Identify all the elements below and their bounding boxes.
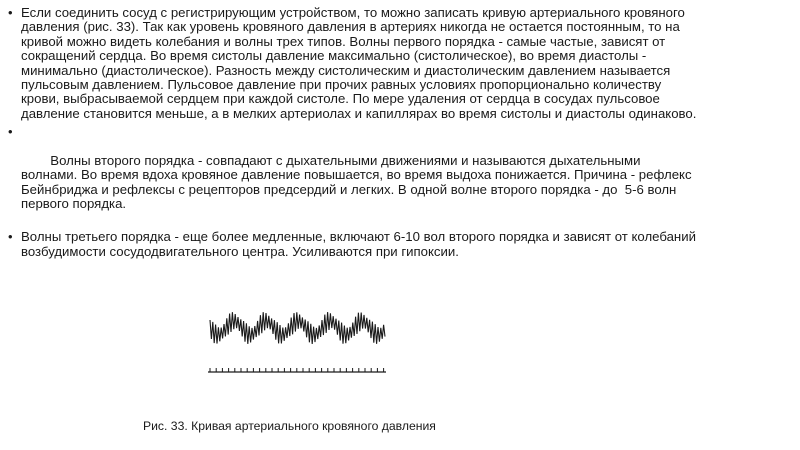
text-body [8, 6, 698, 263]
figure-caption: Рис. 33. Кривая артериального кровяного давления [143, 419, 436, 433]
paragraph-first-order-waves [8, 6, 698, 121]
bullet: • [8, 124, 13, 140]
paragraph-text: Волны третьего порядка - еще более медленные, включают 6-10 вол второго порядка и зависят от колебаний возбудимости сосудодвигательного центра. Усиливаются при гипоксии. [21, 229, 696, 259]
blood-pressure-curve-figure [204, 306, 390, 380]
paragraph-third-order-waves [8, 230, 698, 259]
paragraph-text: Если соединить сосуд с регистрирующим устройством, то можно записать кривую артериального кровяного давления (рис. 33). Так как уровень кровяного давления в артериях никогда не остается постоянным, то на кривой можно видеть колебания и волны трех типов. Волны первого порядка - самые частые, зависят от сокращений сердца. Во время систолы давление максимально (систолическое), во время диастолы - минимально (диастолическое). Разность между систолическим и диастолическим давлением называется пульсовым давлением. Пульсовое давление при прочих равных условиях пропорционально количеству крови, выбрасываемой сердцем при каждой систоле. По мере удаления от сердца в сосудах пульсовое давление становится меньше, а в мелких артериолах и капиллярах во время систолы и диастолы одинаково. [21, 5, 697, 121]
pressure-trace [210, 312, 385, 344]
paragraph-text: Волны второго порядка - совпадают с дыхательными движениями и называются дыхательными волнами. Во время вдоха кровяное давление повышается, во время выдоха понижается. Причина - рефлекс Бейнбриджа и рефлексы с рецепторов предсердий и легких. В одной волне второго порядка - до 5-6 волн первого порядка. [21, 153, 696, 212]
bullet: • [8, 229, 13, 245]
bullet: • [8, 5, 13, 20]
pressure-trace-line [210, 312, 385, 344]
paragraph-second-order-waves [8, 125, 698, 226]
